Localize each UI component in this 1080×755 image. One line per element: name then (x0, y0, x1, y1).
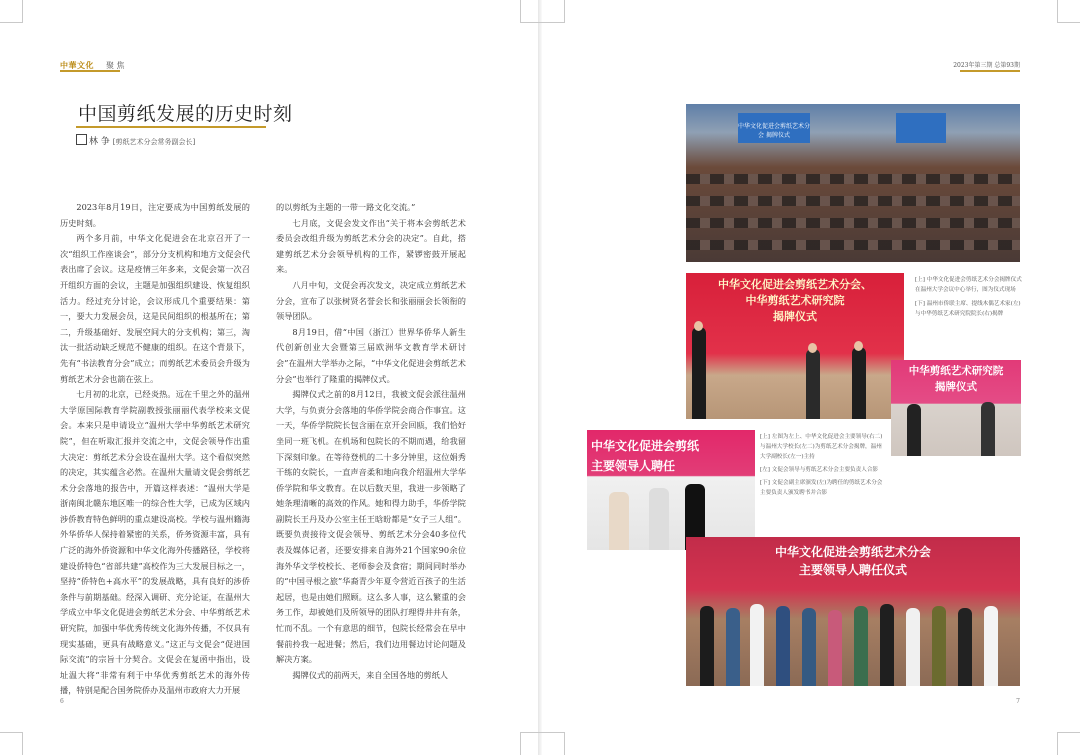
banner-text (686, 543, 1020, 579)
section-label: 聚 焦 (106, 61, 125, 70)
person-figure (828, 610, 842, 686)
caption-line: [上] 中华文化促进会剪纸艺术分会揭牌仪式在温州大学会议中心举行，图为仪式现场 (915, 277, 1022, 293)
page-number-right: 7 (1016, 698, 1020, 705)
crop-mark (520, 0, 543, 23)
person-figure (692, 327, 706, 419)
audience-row (686, 240, 1020, 250)
crop-mark (520, 732, 543, 755)
issue-label: 2023年第三期 总第93期 (953, 62, 1020, 69)
stage-screen: 中华文化促进会剪纸艺术分会 揭牌仪式 (738, 113, 810, 143)
person-figure (984, 606, 998, 686)
magazine-logo: 中華文化 (60, 60, 94, 70)
caption-line: [左] 文促会领导与剪纸艺术分会主要负责人合影 (760, 467, 879, 473)
person-figure (700, 606, 714, 686)
person-figure (907, 404, 921, 456)
banner-line: 中华文化促进会剪纸艺术分会 (774, 545, 931, 559)
banner-line: 中华剪纸艺术研究院 (908, 365, 1004, 377)
person-figure (806, 349, 820, 419)
person-figure (726, 608, 740, 686)
banner-line: 主要领导人聘任 (591, 459, 676, 473)
article-title: 中国剪纸发展的历史时刻 (78, 103, 293, 125)
person-head (694, 321, 703, 331)
photo-research-institute (891, 360, 1021, 456)
page-number-left: 6 (60, 698, 64, 705)
person-figure (750, 604, 764, 686)
banner-text (591, 436, 699, 476)
audience-row (686, 196, 1020, 206)
person-figure (852, 347, 866, 419)
person-figure (854, 606, 868, 686)
paragraph: 八月中旬，文促会再次发文，决定成立剪纸艺术分会，宣布了以张树贤名誉会长和张丽丽会长领衔的领导团队。 (276, 279, 466, 322)
banner-line: 中华文化促进会剪纸 (591, 439, 700, 453)
photo-auditorium (686, 104, 1020, 262)
photo-appointment-group (686, 537, 1020, 686)
person-figure (958, 608, 972, 686)
person-figure (981, 402, 995, 456)
person-figure (609, 492, 629, 550)
caption-line: [下] 温州市侨联主席、提线木偶艺术家(左)与中华剪纸艺术研究院院长(右)揭牌 (915, 301, 1021, 317)
photo-caption (760, 432, 886, 498)
banner-text (891, 363, 1021, 395)
text-column-2 (276, 200, 466, 683)
crop-mark (0, 0, 23, 23)
title-rule (76, 126, 266, 128)
crop-mark (542, 732, 565, 755)
paragraph: 揭牌仪式的前两天，来自全国各地的剪纸人 (292, 669, 448, 680)
byline (76, 134, 195, 147)
author-name: 林 争 (89, 137, 110, 147)
paragraph: 七月底，文促会发文作出“关于将本会剪纸艺术委员会改组升级为剪纸艺术分会的决定”。自此，搭建剪纸艺术分会领导机构的工作，紧锣密鼓开展起来。 (276, 217, 466, 275)
person-head (854, 341, 863, 351)
caption-line: [上] 左图为左上、中华文化促进会主要领导(右二)与温州大学校长(左二)为剪纸艺术分会揭牌，温州大学副校长(左一)主持 (760, 434, 883, 460)
page-gutter (538, 0, 542, 755)
person-figure (880, 604, 894, 686)
paragraph: 8月19日，借“中国（浙江）世界华侨华人新生代创新创业大会暨第三届欧洲华文教育学术研讨会”在温州大学举办之际，“中华文化促进会剪纸艺术分会”也举行了隆重的揭牌仪式。 (276, 326, 466, 384)
banner-line: 中华剪纸艺术研究院 (745, 294, 845, 307)
author-role: [剪纸艺术分会常务副会长] (112, 138, 196, 146)
banner-line: 揭牌仪式 (773, 310, 817, 323)
crop-mark (0, 732, 23, 755)
crop-mark (1057, 0, 1080, 23)
banner-text (686, 277, 904, 325)
audience-row (686, 218, 1020, 228)
person-figure (776, 606, 790, 686)
crop-mark (542, 0, 565, 23)
paragraph: 揭牌仪式之前的8月12日，我被文促会派往温州大学，与负责分会落地的华侨学院会商合作事宜。这一天，华侨学院院长包含丽在京开会回瓯，我们恰好坐同一班飞机。在机场和包院长的不期而遇，给我留下深刻印象。在等待登机的二十多分钟里，这位娟秀干练的女院长，一直声音柔和地向我介绍温州大学华侨学院和华文教育。在以后数天里，我进一步领略了她条理清晰的高效的作风。她和得力助手，华侨学院副院长王丹及办公室主任王晗昐都是“女子三人组”。既要负责接待文促会领导、剪纸艺术分会40多位代表及媒体记者，还要安排来自海外21个国家90余位海外华文学校校长、老师参会及食宿；期间同时举办的“中国寻根之旅”华裔青少年夏令营近百孩子的生活起居，也是由她们照顾。这么多人事，这么繁重的会务工作，却被她们及所领导的团队打理得井井有条，忙而不乱。一个有意思的细节，包院长经常会在早中餐前拎我一起进餐；然后，我们边用餐边讨论问题及解决方案。 (276, 389, 466, 665)
banner-line: 中华文化促进会剪纸艺术分会、 (718, 278, 872, 291)
person-figure (906, 608, 920, 686)
audience-row (686, 174, 1020, 184)
person-figure (932, 606, 946, 686)
photo-appointment-small (587, 430, 755, 550)
banner-line: 揭牌仪式 (935, 381, 977, 393)
caption-line: [下] 文促会副主席颁发(左)为聘任的剪纸艺术分会主要负责人颁发聘书并合影 (760, 480, 883, 496)
photo-caption (915, 275, 1025, 319)
byline-box-icon (76, 134, 87, 145)
header-rule (960, 70, 1020, 72)
crop-mark (1057, 732, 1080, 755)
paragraph: 两个多月前，中华文化促进会在北京召开了一次“组织工作座谈会”，部分分支机构和地方文促会代表出席了会议。这是疫情三年多来，文促会第一次召开组织方面的会议，主题是加强组织建设、恢复组织活力。经过充分讨论，会议形成几个重要结果：第一，要大力发展会员，这是民间组织的根基所在；第二，升级基础好、发展空间大的分支机构；第三，淘汰一批活动缺乏规范不健康的组织。在这个背景下，先有“书法教育分会”成立；而剪纸艺术委员会升级为剪纸艺术分会也箭在弦上。 (60, 233, 250, 384)
paragraph: 2023年8月19日，注定要成为中国剪纸发展的历史时刻。 (60, 202, 250, 228)
text-column-1 (60, 200, 250, 699)
person-head (808, 343, 817, 353)
stage-screen-2 (896, 113, 946, 143)
paragraph: 七月初的北京，已经炎热。远在千里之外的温州大学原国际教育学院副教授张丽丽代表学校来文促会。本来只是申请设立“温州大学中华剪纸艺术研究院”，但在听取汇报并交流之中，文促会领导作出重大决定：剪纸艺术分会设在温州大学。这个看似突然的决定，其实蕴含必然。在温州大量请文促会剪纸艺术分会落地的报告中，开篇这样表述：“温州大学是浙南闽北赣东地区唯一的综合性大学，已成为区域内涉侨教育特色鲜明的重点建设高校。学校与温州籍海外华侨华人保持着紧密的关系，侨务资源丰富，具有广泛的海外侨资源和中华文化海外传播路径，学校将建设侨特色“省部共建”高校作为三大发展目标之一，坚持“侨特色+高水平”的发展战略，具有良好的涉侨条件与前期基础。经深入调研、充分论证，在温州大学成立中华文化促进会剪纸艺术分会、中华剪纸艺术研究院，加强中华优秀传统文化海外传播，不仅具有现实基础，更具有战略意义。”这正与文促会“促进国际交流”的宗旨十分契合。文促会在复函中指出，设址温大将“非常有利于中华优秀剪纸艺术的海外传播，特别是配合国务院侨办及温州市政府大力开展 (60, 389, 250, 696)
photo-unveiling (686, 273, 904, 419)
banner-line: 主要领导人聘任仪式 (798, 563, 907, 577)
person-figure (802, 608, 816, 686)
paragraph: 的以剪纸为主题的一带一路文化交流。” (276, 202, 416, 212)
person-figure (649, 488, 669, 550)
